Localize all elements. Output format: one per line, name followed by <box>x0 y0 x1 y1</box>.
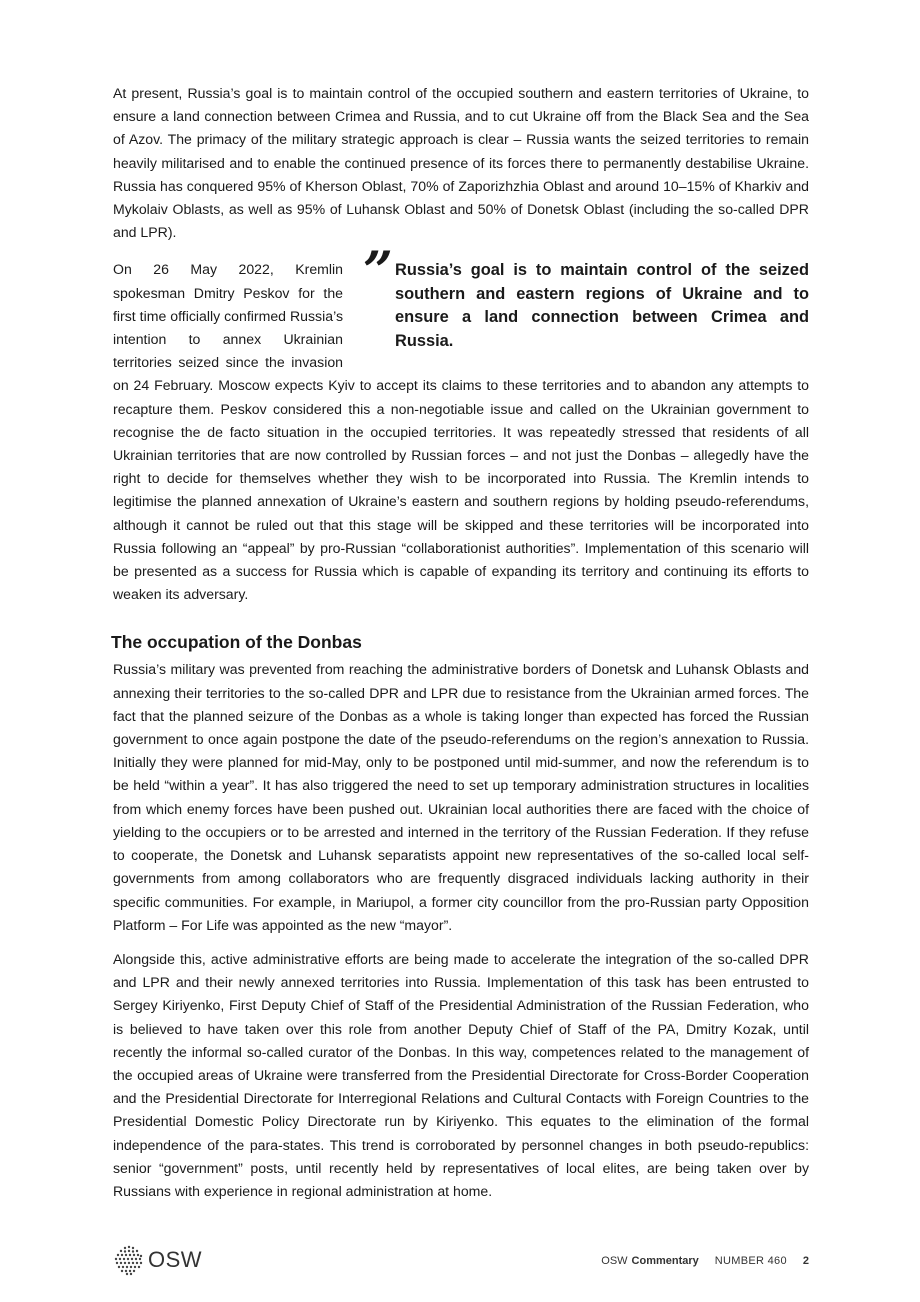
osw-globe-icon <box>113 1244 145 1276</box>
logo-text: OSW <box>148 1247 203 1272</box>
page-content <box>113 82 809 1203</box>
page-footer <box>113 1244 809 1278</box>
footer-series <box>601 1255 809 1267</box>
issue-number: NUMBER 460 <box>714 1255 787 1267</box>
series-prefix: OSW <box>601 1255 628 1267</box>
osw-logo <box>113 1244 202 1276</box>
paragraph-integration: Alongside this, active administrative efforts are being made to accelerate the integration of the so-called DPR and LPR and their newly annexed territories into Russia. Implementation of this task has been entrusted to Sergey Kiriyenko, First Deputy Chief of Staff of the Presidential Administration of the Russian Federation, who is believed to have taken over this role from another Deputy Chief of Staff of the PA, Dmitry Kozak, until recently the informal so-called curator of the Donbas. In this way, competences related to the management of the occupied areas of Ukraine were transferred from the Presidential Directorate for Cross-Border Cooperation and the Presidential Directorate for Interregional Relations and Cultural Contacts with Foreign Countries to the Presidential Domestic Policy Directorate run by Kiriyenko. This equates to the elimination of the formal independence of the para-states. This trend is corroborated by personnel changes in both pseudo-republics: senior “government” posts, until recently held by representatives of local elites, are being taken over by Russians with experience in regional administration at home. <box>113 950 809 1199</box>
section-heading: The occupation of the Donbas <box>111 632 362 653</box>
pullquote <box>363 241 809 353</box>
series-name: Commentary <box>631 1255 699 1267</box>
page-number: 2 <box>802 1255 809 1267</box>
quote-mark-icon: ” <box>363 241 393 303</box>
pullquote-text: Russia’s goal is to maintain control of the seized southern and eastern regions of Ukraine and to ensure a land connection between Crimea and Russia. <box>395 261 809 350</box>
paragraph-donbas: Russia’s military was prevented from reaching the administrative borders of Donetsk and Luhansk Oblasts and annexing their territories to the so-called DPR and LPR due to resistance from the Ukrainian armed forces. The fact that the planned seizure of the Donbas as a whole is taking longer than expected has forced the Russian government to once again postpone the date of the pseudo-referendums on the region’s annexation to Russia. Initially they were planned for mid-May, only to be postponed until mid-summer, and now the referendum is to be held “within a year”. It has also triggered the need to set up temporary administration structures in localities from which enemy forces have been pushed out. Ukrainian local authorities there are faced with the choice of yielding to the occupiers or to be arrested and interned in the territory of the Russian Federation. If they refuse to cooperate, the Donetsk and Luhansk separatists appoint new representatives of the so-called local self-governments from among collaborators who are frequently disgraced individuals lacking authority in their specific communities. For example, in Mariupol, a former city councillor from the pro-Russian party Opposition Platform – For Life was appointed as the new “mayor”. <box>113 661 809 933</box>
paragraph-intro: At present, Russia’s goal is to maintain control of the occupied southern and eastern territories of Ukraine, to ensure a land connection between Crimea and Russia, and to cut Ukraine off from the Black Sea and the Sea of Azov. The primacy of the military strategic approach is clear – Russia wants the seized territories to remain heavily militarised and to enable the continued presence of its forces there to permanently destabilise Ukraine. Russia has conquered 95% of Kherson Oblast, 70% of Zaporizhzhia Oblast and around 10–15% of Kharkiv and Mykolaiv Oblasts, as well as 95% of Luhansk Oblast and 50% of Donetsk Oblast (including the so-called DPR and LPR). <box>113 85 809 241</box>
paragraph-peskov: On 26 May 2022, Kremlin spokesman Dmitry Peskov for the first time officially confirmed Russia’s intention to annex Ukrainian territories seized since the invasion on 24 February. Moscow expects Kyiv to accept its claims to these territories and to abandon any attempts to recapture them. Peskov considered this a non-negotiable issue and called on the Ukrainian government to recognise the de facto situation in the occupied territories. It was repeatedly stressed that residents of all Ukrainian territories that are now controlled by Russian forces – and not just the Donbas – allegedly have the right to decide for themselves whether they wish to be incorporated into Russia. The Kremlin intends to legitimise the planned annexation of Ukraine’s eastern and southern regions by holding pseudo-referendums, although it cannot be ruled out that this stage will be skipped and these territories will be incorporated into Russia following an “appeal” by pro-Russian “collaborationist authorities”. Implementation of this scenario will be presented as a success for Russia which is capable of expanding its territory and continuing its efforts to weaken its adversary. <box>113 261 809 603</box>
